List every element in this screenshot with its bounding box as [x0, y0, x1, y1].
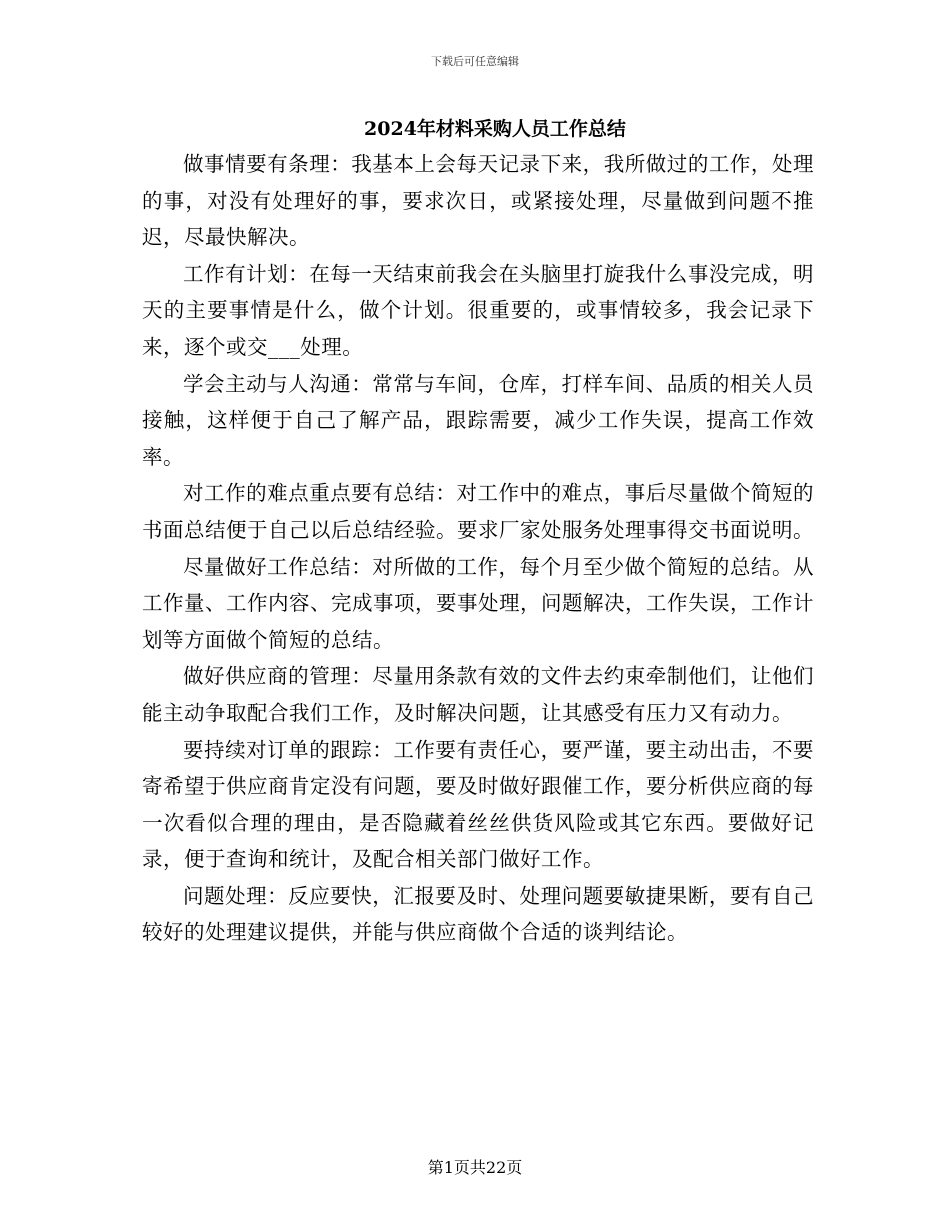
document-title: 2024年材料采购人员工作总结 — [364, 118, 626, 140]
document-body — [142, 146, 814, 951]
paragraph-problem-handling: 问题处理：反应要快，汇报要及时、处理问题要敏捷果断，要有自己较好的处理建议提供，并能与供应商做个合适的谈判结论。 — [142, 883, 814, 945]
paragraph-supplier-management: 做好供应商的管理：尽量用条款有效的文件去约束牵制他们，让他们能主动争取配合我们工作，及时解决问题，让其感受有压力又有动力。 — [142, 664, 814, 725]
paragraph-organization: 做事情要有条理：我基本上会每天记录下来，我所做过的工作，处理的事，对没有处理好的事，要求次日，或紧接处理，尽量做到问题不推迟，尽最快解决。 — [142, 152, 814, 250]
paragraph-planning: 工作有计划：在每一天结束前我会在头脑里打旋我什么事没完成，明天的主要事情是什么，做个计划。很重要的，或事情较多，我会记录下来，逐个或交___处理。 — [142, 261, 814, 359]
paragraph-difficulties-summary: 对工作的难点重点要有总结：对工作中的难点，事后尽量做个简短的书面总结便于自己以后总结经验。要求厂家处服务处理事得交书面说明。 — [142, 481, 814, 542]
paragraph-communication: 学会主动与人沟通：常常与车间，仓库，打样车间、品质的相关人员接触，这样便于自己了解产品，跟踪需要，减少工作失误，提高工作效率。 — [142, 371, 814, 469]
paragraph-work-summary: 尽量做好工作总结：对所做的工作，每个月至少做个简短的总结。从工作量、工作内容、完成事项，要事处理，问题解决，工作失误，工作计划等方面做个简短的总结。 — [142, 554, 814, 652]
paragraph-order-tracking: 要持续对订单的跟踪：工作要有责任心，要严谨，要主动出击，不要寄希望于供应商肯定没有问题，要及时做好跟催工作，要分析供应商的每一次看似合理的理由，是否隐藏着丝丝供货风险或其它东西。要做好记录，便于查询和统计，及配合相关部门做好工作。 — [142, 737, 814, 872]
page-footer: 第1页共22页 — [427, 1158, 523, 1177]
header-note: 下载后可任意编辑 — [431, 55, 519, 68]
